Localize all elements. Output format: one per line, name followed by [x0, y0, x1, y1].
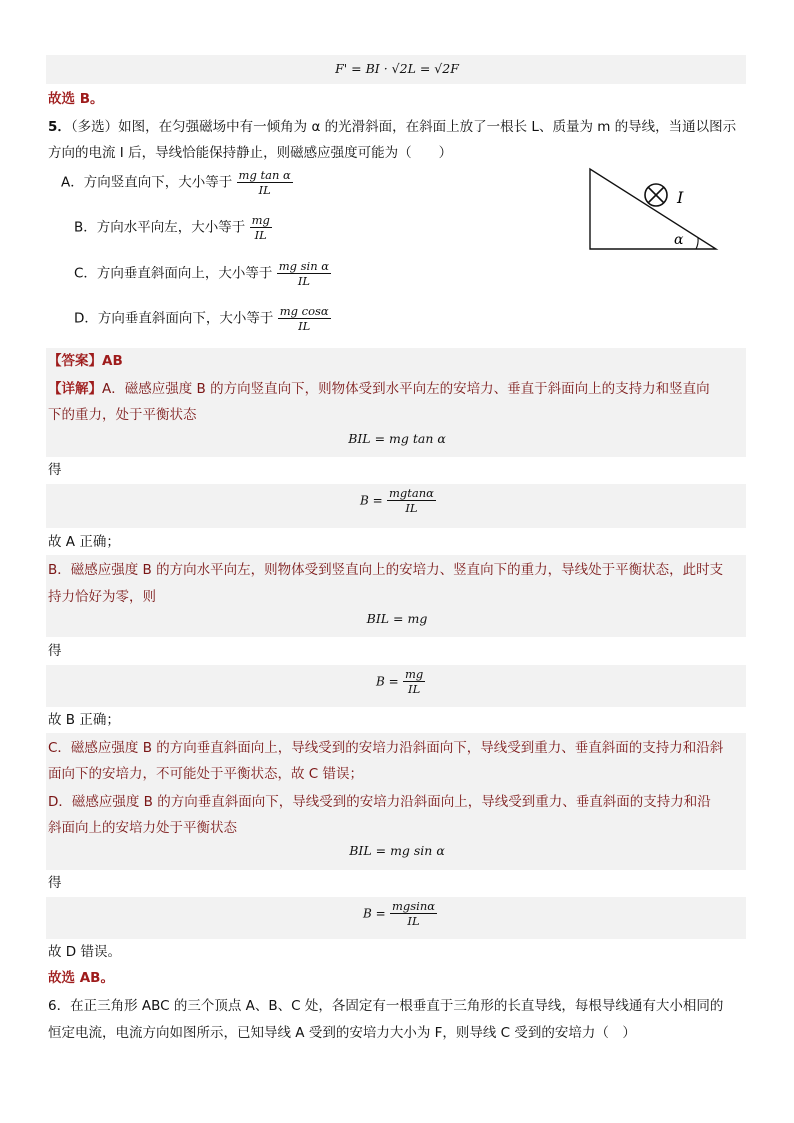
option-a-denominator: IL — [258, 183, 271, 197]
detail-c-line2: 面向下的安培力，不可能处于平衡状态，故 C 错误； — [48, 766, 364, 782]
detail-a-result: 故 A 正确； — [48, 534, 120, 550]
detail-a-numerator: mgtanα — [388, 486, 434, 500]
q5-stem-line2: 方向的电流 I 后，导线恰能保持静止，则磁感应强度可能为（ ） — [48, 145, 453, 161]
detail-b-denominator: IL — [408, 682, 421, 696]
option-d-numerator: mg cosα — [279, 304, 329, 318]
q5-option-b — [74, 213, 272, 242]
top-equation: F' = BI · √2L = √2F — [335, 61, 459, 76]
de-label-2: 得 — [48, 643, 62, 659]
detail-a-text1: A．磁感应强度 B 的方向竖直向下，则物体受到水平向左的安培力、垂直于斜面向上的支持力和竖直向 — [102, 381, 710, 397]
incline-triangle — [590, 169, 716, 249]
q5-option-c — [74, 259, 331, 288]
option-b-label: B．方向水平向左，大小等于 — [74, 219, 246, 236]
option-d-fraction — [278, 304, 331, 333]
option-c-fraction — [277, 259, 331, 288]
option-b-fraction — [250, 213, 272, 242]
option-b-denominator: IL — [254, 228, 267, 242]
de-label-1: 得 — [48, 462, 62, 478]
answer-value: AB — [102, 353, 123, 369]
q5-tag: （多选） — [70, 119, 119, 135]
detail-tag: 【详解】 — [48, 381, 102, 397]
detail-d-line1: D．磁感应强度 B 的方向垂直斜面向下，导线受到的安培力沿斜面向上，导线受到重力、垂直斜面的支持力和沿 — [48, 794, 711, 810]
q6-line1: 6．在正三角形 ABC 的三个顶点 A、B、C 处，各固定有一根垂直于三角形的长直导线，每根导线通有大小相同的 — [48, 998, 724, 1014]
detail-a-denominator: IL — [405, 501, 418, 515]
top-conclusion: 故选 B。 — [48, 91, 104, 107]
option-a-numerator: mg tan α — [238, 168, 291, 182]
answer-tag: 【答案】 — [48, 353, 102, 369]
b-equals-b: B = — [376, 674, 399, 689]
angle-label: α — [674, 232, 684, 248]
detail-b-result: 故 B 正确； — [48, 712, 120, 728]
detail-d-result: 故 D 错误。 — [48, 944, 121, 960]
q5-stem-text: 如图，在匀强磁场中有一倾角为 α 的光滑斜面，在斜面上放了一根长 L、质量为 m 的导线，当通以图示 — [118, 119, 737, 135]
detail-c-line1: C．磁感应强度 B 的方向垂直斜面向上，导线受到的安培力沿斜面向下，导线受到重力、垂直斜面的支持力和沿斜 — [48, 740, 724, 756]
option-a-fraction — [237, 168, 293, 197]
b-equals-a: B = — [360, 493, 383, 508]
q5-stem-line1 — [48, 115, 736, 135]
detail-b-numerator: mg — [404, 667, 424, 681]
detail-d-fraction-eq — [363, 899, 437, 928]
option-c-numerator: mg sin α — [278, 259, 330, 273]
answer-line — [48, 349, 123, 369]
detail-a-equation: BIL = mg tan α — [348, 431, 446, 446]
option-c-denominator: IL — [297, 274, 310, 288]
current-label: I — [677, 188, 684, 207]
de-label-3: 得 — [48, 875, 62, 891]
detail-a-fraction — [387, 486, 436, 515]
option-c-label: C．方向垂直斜面向上，大小等于 — [74, 265, 273, 282]
incline-figure — [585, 165, 725, 257]
q5-option-a — [61, 168, 293, 197]
detail-a-fraction-eq — [360, 486, 436, 515]
detail-conclusion: 故选 AB。 — [48, 970, 114, 986]
detail-a-line1 — [48, 377, 710, 397]
detail-b-fraction-eq — [376, 667, 425, 696]
option-b-numerator: mg — [251, 213, 270, 227]
detail-b-line1: B．磁感应强度 B 的方向水平向左，则物体受到竖直向上的安培力、竖直向下的重力，导线处于平衡状态，此时支 — [48, 562, 724, 578]
detail-d-equation: BIL = mg sin α — [349, 843, 445, 858]
detail-a-line2: 下的重力，处于平衡状态 — [48, 407, 197, 423]
detail-d-fraction — [390, 899, 437, 928]
detail-d-numerator: mgsinα — [391, 899, 436, 913]
q5-option-d — [74, 304, 331, 333]
option-a-label: A．方向竖直向下，大小等于 — [61, 174, 233, 191]
option-d-label: D．方向垂直斜面向下，大小等于 — [74, 310, 274, 327]
b-equals-d: B = — [363, 906, 386, 921]
detail-b-equation: BIL = mg — [366, 611, 428, 626]
detail-d-denominator: IL — [407, 914, 420, 928]
option-d-denominator: IL — [298, 319, 311, 333]
detail-b-line2: 持力恰好为零，则 — [48, 589, 156, 605]
q6-line2: 恒定电流，电流方向如图所示，已知导线 A 受到的安培力大小为 F，则导线 C 受到的安培力（ ） — [48, 1025, 636, 1041]
angle-arc — [696, 238, 698, 249]
detail-b-fraction — [403, 667, 425, 696]
q5-number: 5． — [48, 119, 71, 135]
detail-d-line2: 斜面向上的安培力处于平衡状态 — [48, 820, 237, 836]
